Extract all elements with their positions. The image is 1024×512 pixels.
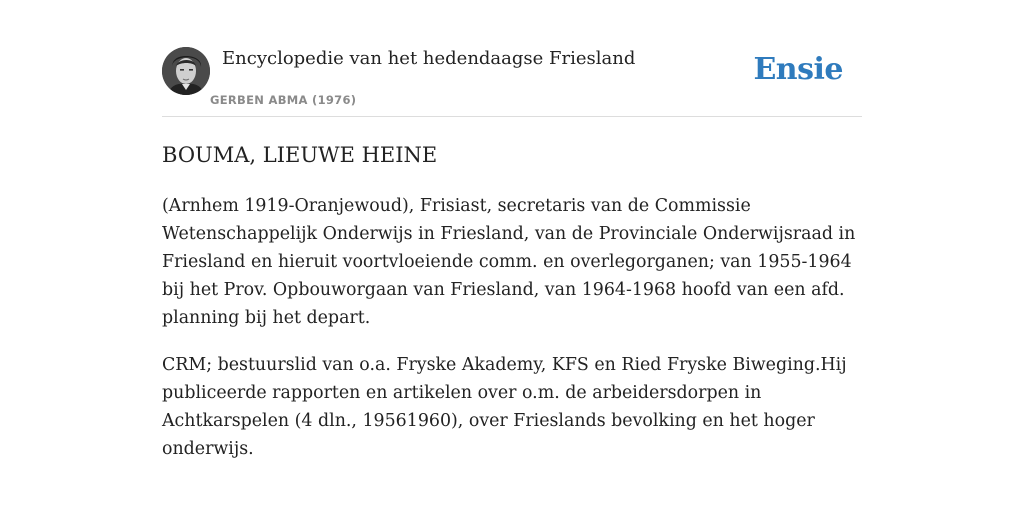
author-portrait-icon bbox=[162, 47, 210, 95]
entry-title: BOUMA, LIEUWE HEINE bbox=[162, 143, 438, 167]
book-title-link[interactable]: Encyclopedie van het hedendaagse Friesland bbox=[222, 48, 636, 69]
entry-body bbox=[162, 192, 862, 482]
author-credit: GERBEN ABMA (1976) bbox=[210, 93, 357, 107]
page-header bbox=[162, 46, 862, 117]
author-avatar[interactable] bbox=[162, 47, 210, 95]
entry-paragraph-1: (Arnhem 1919-Oranjewoud), Frisiast, secretaris van de Commissie Wetenschappelijk Onderwijs in Friesland, van de Provinciale Onderwijsraad in Friesland en hieruit voortvloeiende comm. en overlegorganen; van 1955-1964 bij het Prov. Opbouworgaan van Friesland, van 1964-1968 hoofd van een afd. planning bij het depart. bbox=[162, 196, 856, 328]
ensie-logo[interactable]: Ensie bbox=[753, 52, 843, 87]
entry-paragraph-2: CRM; bestuurslid van o.a. Fryske Akademy, KFS en Ried Fryske Biweging.Hij publiceerde rapporten en artikelen over o.m. de arbeidersdorpen in Achtkarspelen (4 dln., 19561960), over Frieslands bevolking en het hoger onderwijs. bbox=[162, 355, 847, 459]
